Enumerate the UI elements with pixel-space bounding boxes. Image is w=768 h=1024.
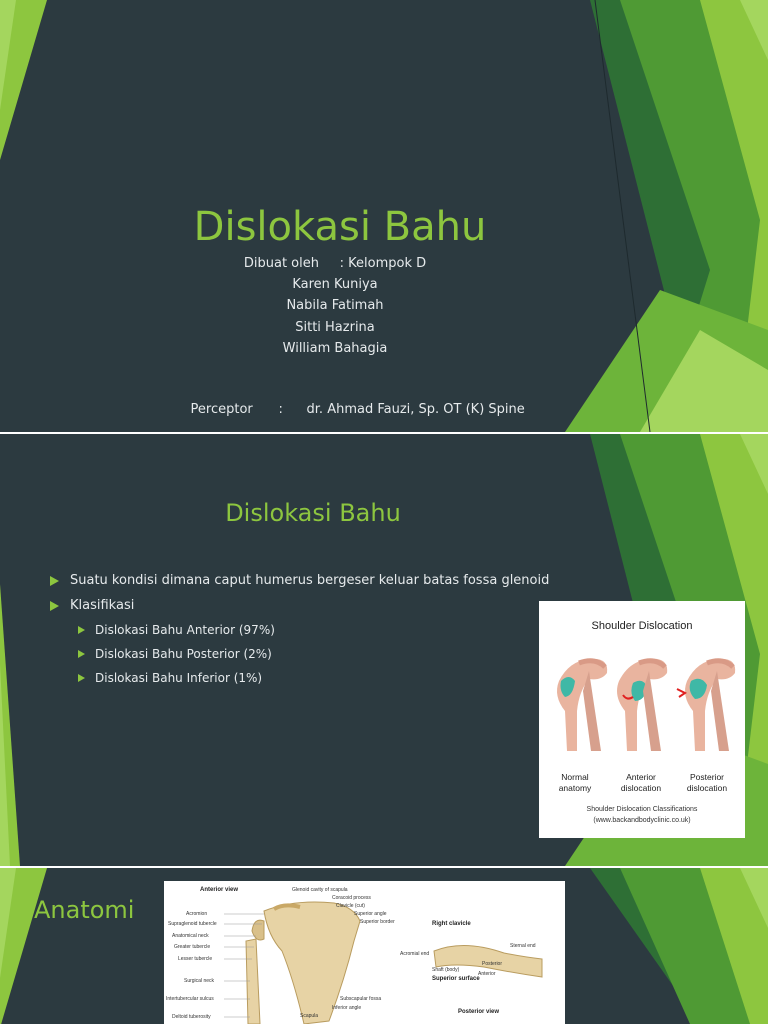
sub-bullet-item bbox=[78, 644, 275, 668]
bullet-arrow-icon bbox=[78, 650, 85, 658]
sub-bullet-list bbox=[78, 620, 275, 692]
slide-title: Anatomi bbox=[34, 896, 135, 924]
bullet-arrow-icon bbox=[50, 576, 59, 586]
posterior-dislocation-drawing bbox=[677, 659, 735, 751]
anterior-dislocation-drawing bbox=[617, 659, 667, 751]
anatomy-label: Anatomical neck bbox=[172, 933, 209, 939]
figure-label: Posterior dislocation bbox=[686, 772, 728, 793]
anatomy-label: Greater tubercle bbox=[174, 944, 211, 950]
author-line: Nabila Fatimah bbox=[286, 298, 384, 314]
anterior-view-heading: Anterior view bbox=[200, 887, 239, 893]
anatomy-label: Superior surface bbox=[432, 976, 480, 982]
bullet-arrow-icon bbox=[78, 626, 85, 634]
anatomy-label: Sternal end bbox=[510, 943, 536, 949]
bullet-text: Suatu kondisi dimana caput humerus bergeser keluar batas fossa glenoid bbox=[70, 573, 550, 588]
anatomy-label: Coracoid process bbox=[332, 895, 371, 901]
slide-title: Dislokasi Bahu bbox=[225, 499, 401, 527]
bullet-list bbox=[48, 571, 549, 621]
shoulder-dislocation-figure bbox=[539, 601, 745, 838]
shoulder-anatomy-figure bbox=[164, 881, 565, 1024]
anatomy-label: Deltoid tuberosity bbox=[172, 1014, 211, 1020]
figure-caption: Shoulder Dislocation Classifications bbox=[586, 806, 698, 813]
anatomy-label: Glenoid cavity of scapula bbox=[292, 887, 348, 893]
author-line: Dibuat oleh : Kelompok D bbox=[243, 256, 427, 271]
bullet-arrow-icon bbox=[78, 674, 85, 682]
bullet-text: Klasifikasi bbox=[70, 598, 135, 613]
author-line: Sitti Hazrina bbox=[295, 319, 375, 335]
sub-bullet-item bbox=[78, 620, 275, 644]
anatomy-label: Supraglenoid tubercle bbox=[168, 921, 217, 927]
anatomy-label: Acromion bbox=[186, 911, 208, 917]
sub-bullet-text: Dislokasi Bahu Anterior (97%) bbox=[95, 623, 275, 637]
shoulder-illustration bbox=[539, 601, 745, 838]
bullet-item bbox=[48, 571, 549, 596]
sub-bullet-item bbox=[78, 668, 275, 692]
anatomy-label: Acromial end bbox=[400, 951, 430, 957]
right-clavicle-heading: Right clavicle bbox=[432, 921, 471, 927]
normal-shoulder-drawing bbox=[557, 659, 607, 751]
author-line: William Bahagia bbox=[282, 340, 388, 356]
anatomy-label: Posterior bbox=[482, 961, 503, 967]
sub-bullet-text: Dislokasi Bahu Posterior (2%) bbox=[95, 647, 272, 661]
figure-label: Anterior dislocation bbox=[620, 772, 662, 793]
anatomy-label: Superior angle bbox=[354, 911, 387, 917]
perceptor-line bbox=[174, 380, 525, 432]
anatomy-label: Superior border bbox=[360, 919, 395, 925]
presentation-title: Dislokasi Bahu bbox=[193, 204, 487, 250]
author-line: Karen Kuniya bbox=[292, 277, 378, 293]
posterior-view-heading: Posterior view bbox=[458, 1009, 500, 1015]
figure-label: Normal anatomy bbox=[558, 772, 592, 793]
title-slide bbox=[0, 0, 768, 432]
anatomy-label: Shaft (body) bbox=[432, 967, 460, 973]
anatomy-label: Subscapular fossa bbox=[340, 996, 382, 1002]
anatomy-label: Inferior angle bbox=[332, 1005, 362, 1011]
sub-bullet-text: Dislokasi Bahu Inferior (1%) bbox=[95, 671, 263, 685]
anatomy-label: Surgical neck bbox=[184, 978, 215, 984]
author-list bbox=[0, 253, 670, 359]
perceptor-value: dr. Ahmad Fauzi, Sp. OT (K) Spine bbox=[306, 402, 525, 417]
bullet-arrow-icon bbox=[50, 601, 59, 611]
anatomy-label: Clavicle (cut) bbox=[336, 903, 365, 909]
figure-title: Shoulder Dislocation bbox=[591, 620, 693, 632]
anatomy-label: Scapula bbox=[300, 1013, 319, 1019]
figure-source: (www.backandbodyclinic.co.uk) bbox=[593, 817, 691, 824]
anatomy-label: Lesser tubercle bbox=[178, 956, 213, 962]
anatomy-label: Intertubercular sulcus bbox=[166, 996, 214, 1002]
perceptor-label: Perceptor bbox=[190, 402, 253, 417]
perceptor-colon: : bbox=[278, 402, 283, 417]
anatomy-label: Anterior bbox=[478, 971, 496, 977]
bullet-item bbox=[48, 596, 549, 621]
